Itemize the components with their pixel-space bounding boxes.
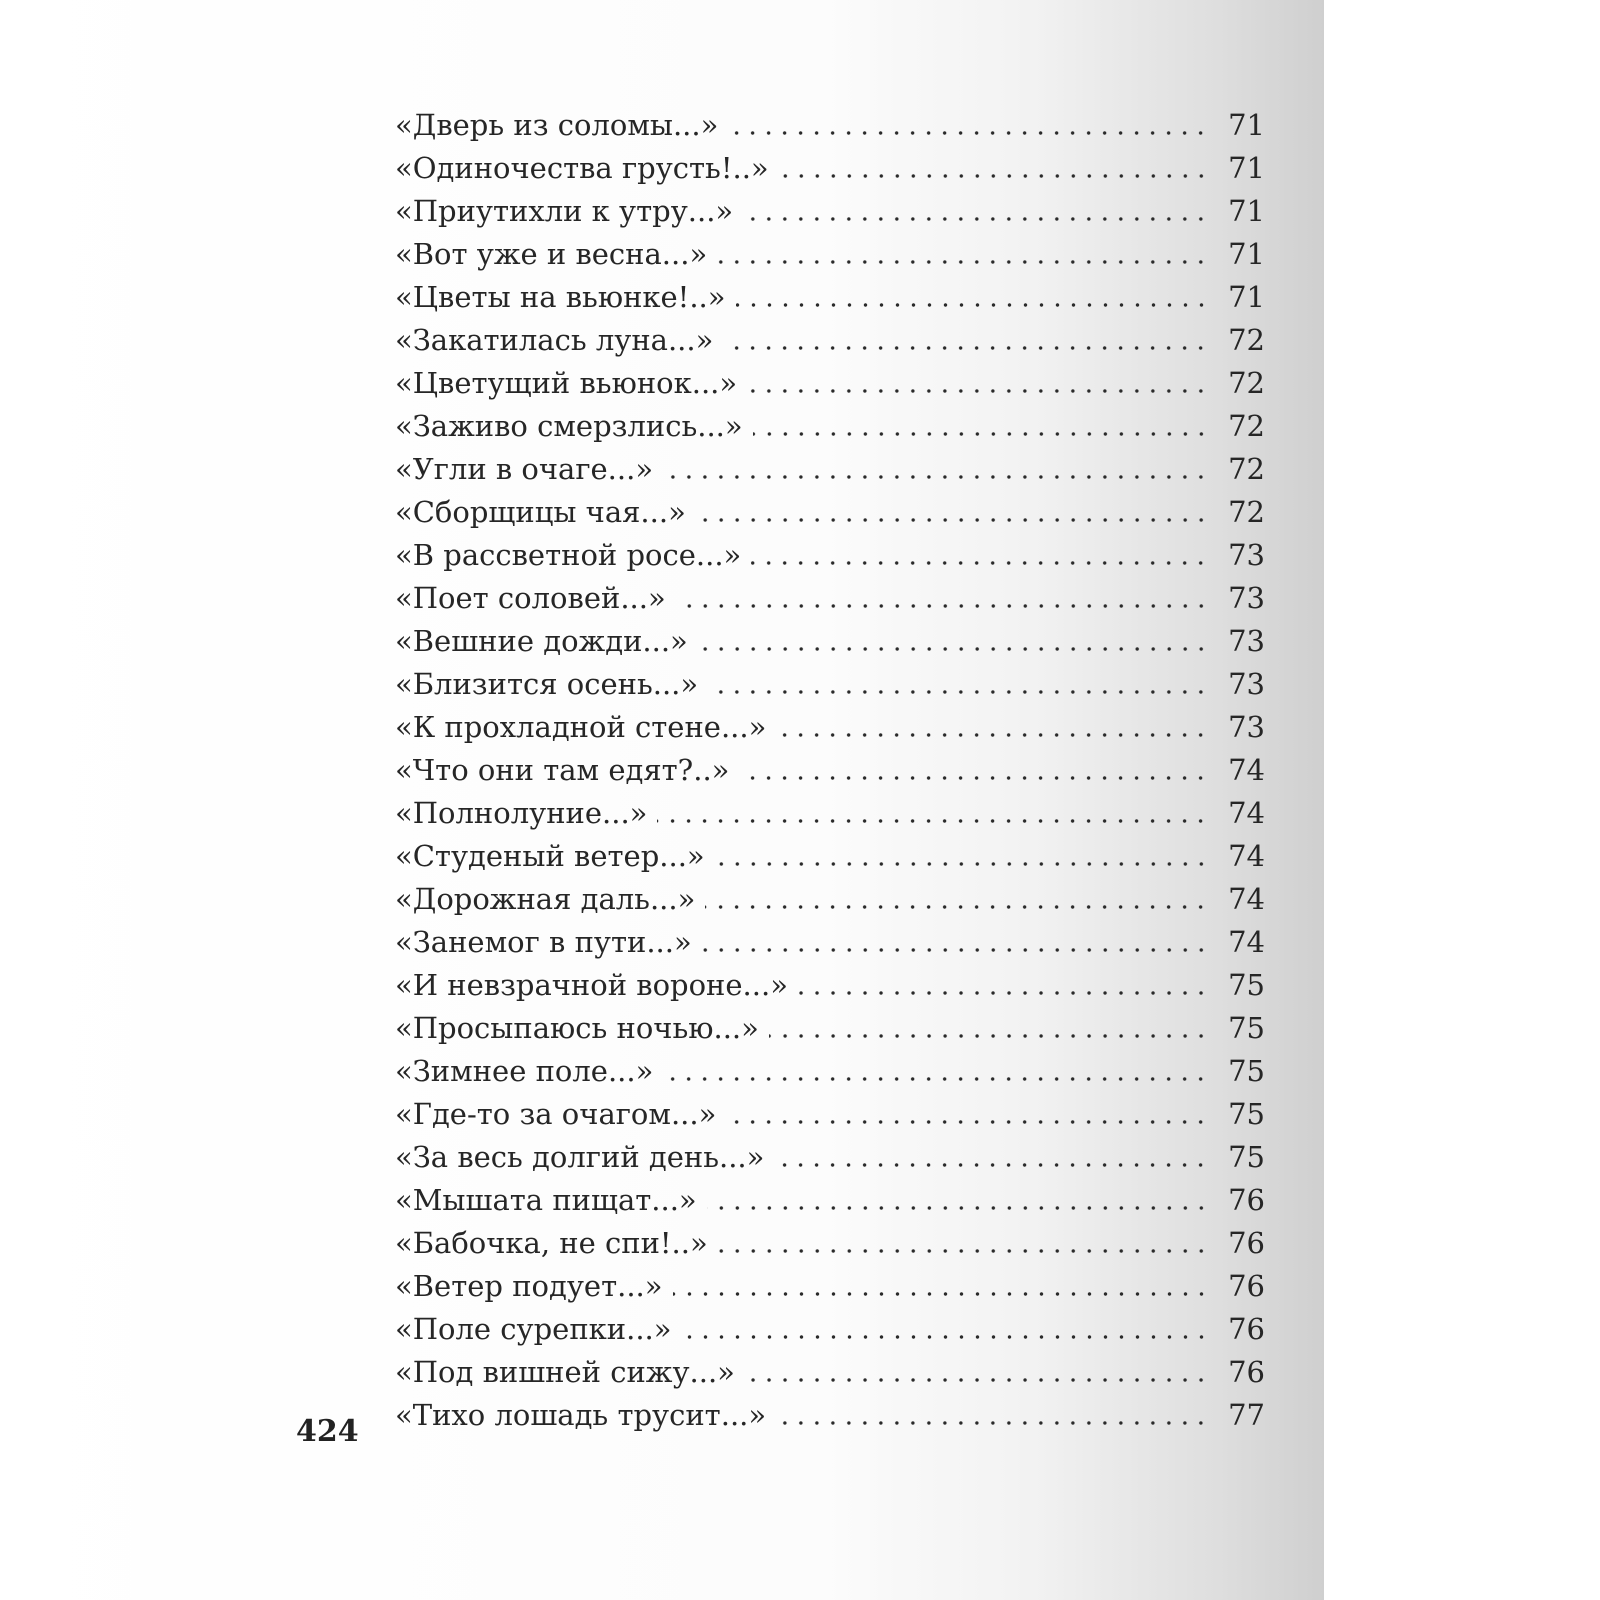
dot-leader [717,260,1209,264]
toc-entry-title: «Приутихли к утру...» [395,194,734,228]
toc-entry-page: 74 [1228,925,1265,959]
toc-entry-title: «Просыпаюсь ночью...» [395,1011,759,1045]
toc-entry-title: «Вешние дожди...» [395,624,688,658]
toc-entry [395,495,1265,538]
toc-entry [395,194,1265,237]
toc-entry [395,882,1265,925]
toc-entry [395,667,1265,710]
toc-entry [395,581,1265,624]
dot-leader [739,776,1209,780]
toc-entry [395,1140,1265,1183]
toc-entry-page: 73 [1228,538,1265,572]
toc-entry-title: «Занемог в пути...» [395,925,692,959]
toc-entry-page: 75 [1228,1011,1265,1045]
toc-entry-title: «Близится осень...» [395,667,699,701]
toc-entry-title: «Поет соловей...» [395,581,666,615]
toc-entry-page: 74 [1228,753,1265,787]
toc-entry [395,796,1265,839]
toc-entry [395,452,1265,495]
toc-entry-page: 72 [1228,495,1265,529]
toc-entry [395,1355,1265,1398]
dot-leader [657,819,1209,823]
dot-leader [676,604,1209,608]
toc-entry-title: «Дорожная даль...» [395,882,696,916]
dot-leader [776,733,1209,737]
toc-entry [395,839,1265,882]
dot-leader [715,862,1209,866]
toc-entry [395,1398,1265,1441]
dot-leader [696,518,1209,522]
dot-leader [705,905,1209,909]
dot-leader [698,647,1209,651]
toc-entry-title: «В рассветной росе...» [395,538,742,572]
toc-entry [395,753,1265,796]
toc-entry-title: «Ветер подует...» [395,1269,663,1303]
toc-entry [395,1312,1265,1355]
toc-entry [395,151,1265,194]
toc-entry-page: 71 [1228,108,1265,142]
toc-entry-title: «Цветущий вьюнок...» [395,366,738,400]
toc-entry-page: 76 [1228,1269,1265,1303]
toc-entry-page: 76 [1228,1312,1265,1346]
toc-entry-page: 71 [1228,194,1265,228]
toc-entry-page: 72 [1228,452,1265,486]
dot-leader [728,131,1209,135]
toc-entry-title: «Цветы на вьюнке!..» [395,280,726,314]
toc-entry-page: 75 [1228,1054,1265,1088]
dot-leader [743,217,1209,221]
toc-entry-title: «Бабочка, не спи!..» [395,1226,708,1260]
dot-leader [723,346,1209,350]
toc-entry [395,624,1265,667]
toc-entry-title: «За весь долгий день...» [395,1140,765,1174]
dot-leader [726,1120,1209,1124]
toc-entry-page: 73 [1228,581,1265,615]
dot-leader [682,1335,1209,1339]
dot-leader [774,1163,1209,1167]
toc-entry-page: 74 [1228,882,1265,916]
toc-entry-page: 72 [1228,323,1265,357]
toc-entry-page: 74 [1228,839,1265,873]
dot-leader [747,389,1209,393]
toc-entry-page: 76 [1228,1183,1265,1217]
toc-entry-title: «Вот уже и весна...» [395,237,708,271]
toc-entry-page: 72 [1228,409,1265,443]
dot-leader [751,561,1209,565]
dot-leader [736,303,1209,307]
toc-entry-page: 75 [1228,1140,1265,1174]
dot-leader [673,1292,1209,1296]
toc-entry-title: «Заживо смерзлись...» [395,409,743,443]
toc-entry [395,409,1265,452]
dot-leader [798,991,1209,995]
toc-entry [395,1183,1265,1226]
toc-entry-page: 76 [1228,1355,1265,1389]
toc-entry-title: «Полнолуние...» [395,796,648,830]
toc-entry-title: «Закатилась луна...» [395,323,714,357]
toc-entry [395,323,1265,366]
page-number: 424 [296,1414,359,1449]
toc-entry-title: «Дверь из соломы...» [395,108,719,142]
toc-entry-title: «Тихо лошадь трусит...» [395,1398,767,1432]
dot-leader [663,475,1209,479]
toc-entry-title: «Одиночества грусть!..» [395,151,769,185]
toc-entry [395,1011,1265,1054]
toc-entry-title: «Угли в очаге...» [395,452,654,486]
toc-entry-page: 75 [1228,968,1265,1002]
table-of-contents [395,108,1265,1441]
toc-entry-title: «Студеный ветер...» [395,839,705,873]
toc-entry [395,538,1265,581]
dot-leader [779,174,1209,178]
toc-entry-title: «К прохладной стене...» [395,710,767,744]
dot-leader [718,1249,1209,1253]
dot-leader [663,1077,1209,1081]
toc-entry [395,237,1265,280]
toc-entry [395,1054,1265,1097]
toc-entry-title: «И невзрачной вороне...» [395,968,788,1002]
toc-entry-page: 77 [1228,1398,1265,1432]
toc-entry [395,710,1265,753]
toc-entry-title: «Сборщицы чая...» [395,495,686,529]
dot-leader [708,690,1209,694]
toc-entry-page: 73 [1228,624,1265,658]
dot-leader [753,432,1209,436]
toc-entry-title: «Под вишней сижу...» [395,1355,735,1389]
toc-entry-page: 73 [1228,710,1265,744]
toc-entry-title: «Что они там едят?..» [395,753,730,787]
toc-entry [395,968,1265,1011]
toc-entry-page: 72 [1228,366,1265,400]
toc-entry [395,1226,1265,1269]
dot-leader [769,1034,1209,1038]
toc-entry-title: «Поле сурепки...» [395,1312,672,1346]
toc-entry [395,366,1265,409]
dot-leader [702,948,1209,952]
dot-leader [776,1421,1209,1425]
toc-entry [395,925,1265,968]
toc-entry-page: 73 [1228,667,1265,701]
toc-entry-title: «Где-то за очагом...» [395,1097,717,1131]
toc-entry-title: «Зимнее поле...» [395,1054,654,1088]
toc-entry-page: 75 [1228,1097,1265,1131]
toc-entry-title: «Мышата пищат...» [395,1183,697,1217]
toc-entry-page: 71 [1228,237,1265,271]
toc-entry [395,1097,1265,1140]
toc-entry-page: 76 [1228,1226,1265,1260]
toc-entry-page: 71 [1228,280,1265,314]
toc-entry [395,280,1265,323]
toc-entry-page: 71 [1228,151,1265,185]
toc-entry [395,108,1265,151]
toc-entry-page: 74 [1228,796,1265,830]
dot-leader [707,1206,1209,1210]
dot-leader [745,1378,1209,1382]
toc-entry [395,1269,1265,1312]
